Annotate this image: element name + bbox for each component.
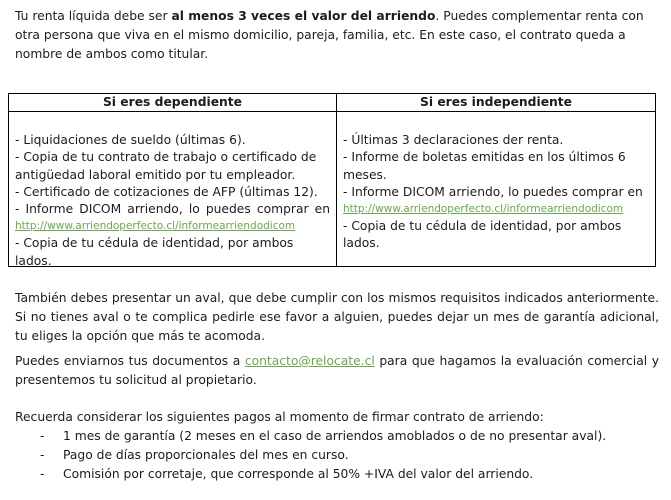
payments-section [15,408,659,484]
independent-list [337,112,655,253]
payments-intro: Recuerda considerar los siguientes pagos al momento de firmar contrato de arriendo: [15,410,544,424]
dependent-column [9,94,337,266]
dependent-dicom-link[interactable]: http://www.arriendoperfecto.cl/informearriendodicom [15,220,296,233]
guarantor-paragraph: También debes presentar un aval, que debe cumplir con los mismos requisitos indicados anteriormente. Si no tienes aval o te complica pedirle ese favor a alguien, puedes dejar un mes de garantía adicional, tu eliges la opción que más te acomoda. [15,291,659,343]
intro-text-bold: al menos 3 veces el valor del arriendo [171,9,436,23]
requirements-table [8,93,656,267]
docs-text-before: Puedes enviarnos tus documentos a [15,354,245,368]
dependent-item: - Certificado de cotizaciones de AFP (últimas 12). [15,184,318,199]
payment-item [15,427,659,446]
dependent-item: - Copia de tu cédula de identidad, por ambos lados. [15,236,294,268]
payment-item [15,446,659,465]
payment-item-text: 1 mes de garantía (2 meses en el caso de arriendos amoblados o de no presentar aval). [63,429,607,443]
income-requirement-paragraph [15,7,659,64]
payments-list [15,427,659,484]
send-documents-paragraph [15,352,659,390]
independent-column [337,94,655,266]
dependent-item: - Liquidaciones de sueldo (últimas 6). [15,133,246,147]
dependent-list [9,112,336,270]
payment-item [15,465,659,484]
payment-item-text: Comisión por corretaje, que corresponde al 50% +IVA del valor del arriendo. [63,467,534,481]
list-dash: - [40,448,45,462]
payment-item-text: Pago de días proporcionales del mes en curso. [63,448,349,462]
docs-text-after: para que hagamos la evaluación comercial y presentemos tu solicitud al propietario. [15,354,659,387]
list-dash: - [40,467,45,481]
independent-item: - Últimas 3 declaraciones der renta. [343,133,564,147]
dependent-header: Si eres dependiente [9,94,336,112]
dependent-item: - Informe DICOM arriendo, lo puedes comprar en [15,202,330,217]
list-dash: - [40,429,45,443]
dependent-item: - Copia de tu contrato de trabajo o certificado de antigüedad laboral emitido por tu empleador. [15,150,317,182]
intro-text-before: Tu renta líquida debe ser [15,9,172,23]
contact-email-link[interactable]: contacto@relocate.cl [244,354,375,368]
independent-item: - Informe DICOM arriendo, lo puedes comprar en [343,184,643,199]
independent-item: - Copia de tu cédula de identidad, por ambos lados. [343,219,622,251]
independent-header: Si eres independiente [337,94,655,112]
independent-item: - Informe de boletas emitidas en los últimos 6 meses. [343,150,626,182]
independent-dicom-link[interactable]: http://www.arriendoperfecto.cl/informearriendodicom [343,203,624,216]
intro-text-after: . Puedes complementar renta con otra persona que viva en el mismo domicilio, pareja, familia, etc. En este caso, el contrato queda a nombre de ambos como titular. [15,9,644,61]
